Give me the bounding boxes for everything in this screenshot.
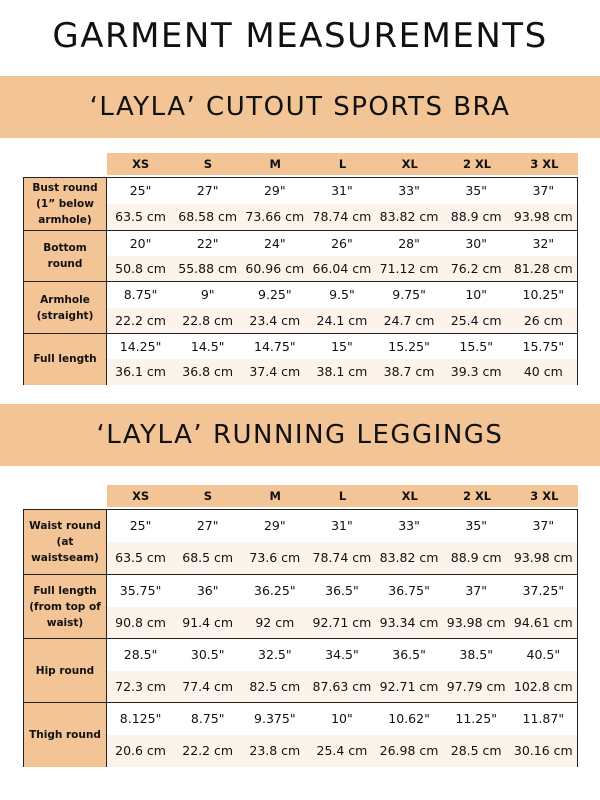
measurement-value: 36.25": [254, 583, 296, 598]
measurement-value: 11.25": [455, 711, 497, 726]
size-header-m: M: [269, 489, 281, 503]
measurement-value: 37": [465, 583, 488, 598]
measurement-value: 36.8 cm: [182, 364, 234, 380]
measurement-value: 83.82 cm: [379, 550, 439, 565]
measurement-value: 93.98 cm: [513, 550, 573, 565]
measurement-value: 8.75": [123, 287, 158, 302]
measurement-value: 20": [129, 235, 152, 251]
measurement-value: 93.98 cm: [446, 615, 506, 630]
measurement-value: 40.5": [526, 647, 561, 662]
measurement-grid: [23, 177, 578, 385]
measurement-row-cm: [107, 308, 577, 334]
measurement-group: [24, 510, 577, 574]
measurement-label: Full length (from top of waist): [24, 575, 107, 639]
measurement-row-cm: [107, 735, 577, 767]
measurement-value: 27": [196, 518, 219, 533]
measurement-value: 87.63 cm: [312, 679, 372, 694]
measurement-group: [24, 638, 577, 703]
size-header-l: L: [338, 489, 347, 503]
measurement-value: 32.5": [258, 647, 292, 662]
measurement-value: 15.75": [522, 338, 565, 354]
measurement-value: 81.28 cm: [513, 261, 573, 277]
measurement-value: 30": [465, 235, 488, 251]
measurement-value: 36": [196, 583, 219, 598]
measurement-row-cm: [107, 607, 577, 639]
measurement-value: 30.5": [190, 647, 225, 662]
measurement-value: 36.5": [325, 583, 359, 598]
measurement-value: 10.25": [522, 287, 565, 302]
measurement-value: 83.82 cm: [379, 208, 439, 224]
measurement-row-inches: [107, 510, 577, 542]
measurement-value: 36.75": [388, 583, 430, 598]
measurement-value: 14.5": [190, 338, 225, 354]
measurement-value: 14.25": [119, 338, 162, 354]
size-header-m: M: [269, 157, 281, 171]
measurement-row-inches: [107, 703, 577, 735]
size-header-row: [107, 485, 578, 507]
measurement-value: 94.61 cm: [513, 615, 573, 630]
measurement-value: 63.5 cm: [115, 208, 166, 224]
measurement-row-cm: [107, 359, 577, 385]
measurement-value: 26.98 cm: [379, 743, 439, 758]
measurement-value: 22.2 cm: [115, 312, 166, 328]
measurement-value: 9": [200, 287, 215, 302]
measurement-label: Hip round: [24, 639, 107, 703]
measurement-grid: [23, 509, 578, 767]
measurement-value: 68.5 cm: [182, 550, 234, 565]
measurement-value: 20.6 cm: [115, 743, 166, 758]
measurement-value: 10": [465, 287, 488, 302]
measurement-value: 22.8 cm: [182, 312, 234, 328]
section-title: ‘LAYLA’ CUTOUT SPORTS BRA: [89, 92, 511, 122]
measurement-value: 88.9 cm: [450, 208, 502, 224]
size-header-row: [107, 153, 578, 175]
size-header-l: L: [338, 157, 347, 171]
measurement-value: 93.98 cm: [513, 208, 573, 224]
measurement-value: 35": [465, 183, 488, 198]
measurement-row-inches: [107, 178, 577, 204]
measurement-value: 32": [532, 235, 555, 251]
measurement-value: 30.16 cm: [513, 743, 573, 758]
measurement-value: 92.71 cm: [379, 679, 439, 694]
size-header-xs: XS: [132, 157, 150, 171]
measurement-value: 71.12 cm: [379, 261, 439, 277]
size-header-2xl: 2 XL: [462, 157, 492, 171]
measurement-value: 22": [196, 235, 219, 251]
measurement-value: 24": [263, 235, 286, 251]
measurement-value: 29": [263, 518, 286, 533]
measurement-value: 10.62": [388, 711, 430, 726]
measurement-value: 25.4 cm: [316, 743, 368, 758]
section-title: ‘LAYLA’ RUNNING LEGGINGS: [96, 420, 504, 450]
measurement-row-inches: [107, 575, 577, 607]
measurement-value: 25.4 cm: [450, 312, 502, 328]
measurement-row-inches: [107, 231, 577, 257]
measurement-value: 28.5 cm: [450, 743, 502, 758]
measurement-value: 82.5 cm: [249, 679, 301, 694]
measurement-value: 28.5": [123, 647, 158, 662]
measurement-row-inches: [107, 639, 577, 671]
measurement-value: 26": [331, 235, 353, 251]
size-header-3xl: 3 XL: [530, 489, 559, 503]
measurement-label: Armhole (straight): [24, 282, 107, 334]
measurement-value: 33": [398, 183, 420, 198]
size-header-xs: XS: [132, 489, 150, 503]
measurement-value: 9.375": [254, 711, 296, 726]
measurement-value: 97.79 cm: [446, 679, 506, 694]
measurement-row-cm: [107, 256, 577, 282]
measurement-value: 25": [129, 518, 152, 533]
measurement-label: Waist round (at waistseam): [24, 510, 107, 574]
measurement-group: [24, 574, 577, 639]
measurement-value: 66.04 cm: [312, 261, 372, 277]
measurement-value: 14.75": [254, 338, 296, 354]
measurement-value: 22.2 cm: [182, 743, 234, 758]
page-title: GARMENT MEASUREMENTS: [52, 16, 548, 56]
measurement-value: 35.75": [119, 583, 162, 598]
measurement-value: 38.5": [459, 647, 493, 662]
size-header-3xl: 3 XL: [530, 157, 559, 171]
measurement-value: 36.5": [392, 647, 426, 662]
measurement-label: Thigh round: [24, 703, 107, 767]
measurement-group: [24, 281, 577, 334]
measurement-value: 31": [331, 183, 353, 198]
measurement-group: [24, 333, 577, 386]
measurement-value: 29": [263, 183, 286, 198]
measurement-value: 11.87": [522, 711, 565, 726]
measurement-value: 15.5": [459, 338, 493, 354]
measurement-value: 92.71 cm: [312, 615, 372, 630]
measurement-value: 93.34 cm: [379, 615, 439, 630]
measurement-group: [24, 702, 577, 767]
measurement-value: 92 cm: [255, 615, 295, 630]
measurement-value: 76.2 cm: [450, 261, 502, 277]
measurement-value: 9.5": [329, 287, 355, 302]
measurement-value: 38.7 cm: [383, 364, 435, 380]
measurement-row-inches: [107, 282, 577, 308]
measurement-label: Bottom round: [24, 231, 107, 283]
measurement-value: 36.1 cm: [115, 364, 166, 380]
measurement-value: 37": [532, 183, 555, 198]
measurement-value: 50.8 cm: [115, 261, 166, 277]
measurement-value: 78.74 cm: [312, 550, 372, 565]
measurement-value: 37": [532, 518, 555, 533]
measurement-value: 10": [331, 711, 353, 726]
size-header-xl: XL: [401, 489, 418, 503]
measurement-row-cm: [107, 671, 577, 703]
measurement-value: 72.3 cm: [115, 679, 166, 694]
measurement-value: 78.74 cm: [312, 208, 372, 224]
measurement-row-cm: [107, 542, 577, 574]
measurement-value: 38.1 cm: [316, 364, 368, 380]
measurement-group: [24, 230, 577, 283]
measurement-value: 23.8 cm: [249, 743, 301, 758]
measurement-value: 33": [398, 518, 420, 533]
measurement-label: Full length: [24, 334, 107, 386]
measurement-value: 24.7 cm: [383, 312, 435, 328]
measurement-value: 23.4 cm: [249, 312, 301, 328]
size-header-s: S: [203, 157, 213, 171]
measurement-value: 15": [331, 338, 353, 354]
size-header-s: S: [203, 489, 213, 503]
measurement-row-cm: [107, 204, 577, 230]
measurement-value: 63.5 cm: [115, 550, 166, 565]
measurement-value: 28": [398, 235, 420, 251]
measurement-value: 34.5": [325, 647, 359, 662]
measurement-value: 26 cm: [523, 312, 563, 328]
size-header-2xl: 2 XL: [462, 489, 492, 503]
measurement-value: 8.125": [119, 711, 162, 726]
section-band-sports-bra: [0, 76, 600, 138]
measurement-value: 91.4 cm: [182, 615, 234, 630]
measurement-row-inches: [107, 334, 577, 360]
measurement-value: 37.4 cm: [249, 364, 301, 380]
measurement-value: 25": [129, 183, 152, 198]
measurement-value: 60.96 cm: [245, 261, 305, 277]
measurement-value: 40 cm: [523, 364, 563, 380]
measurement-value: 88.9 cm: [450, 550, 502, 565]
measurement-value: 35": [465, 518, 488, 533]
measurement-value: 9.25": [258, 287, 292, 302]
measurement-label: Bust round (1” below armhole): [24, 178, 107, 230]
measurement-value: 55.88 cm: [178, 261, 238, 277]
size-header-xl: XL: [401, 157, 418, 171]
measurement-value: 68.58 cm: [178, 208, 238, 224]
measurement-value: 102.8 cm: [513, 679, 573, 694]
measurement-value: 15.25": [388, 338, 430, 354]
measurement-value: 39.3 cm: [450, 364, 502, 380]
measurement-value: 27": [196, 183, 219, 198]
measurement-value: 8.75": [190, 711, 225, 726]
section-band-leggings: [0, 404, 600, 466]
measurement-group: [24, 178, 577, 230]
measurement-value: 9.75": [392, 287, 426, 302]
measurement-value: 24.1 cm: [316, 312, 368, 328]
measurement-value: 73.66 cm: [245, 208, 305, 224]
measurement-value: 90.8 cm: [115, 615, 166, 630]
measurement-value: 77.4 cm: [182, 679, 234, 694]
measurement-value: 31": [331, 518, 353, 533]
measurement-value: 73.6 cm: [249, 550, 301, 565]
measurement-value: 37.25": [522, 583, 565, 598]
